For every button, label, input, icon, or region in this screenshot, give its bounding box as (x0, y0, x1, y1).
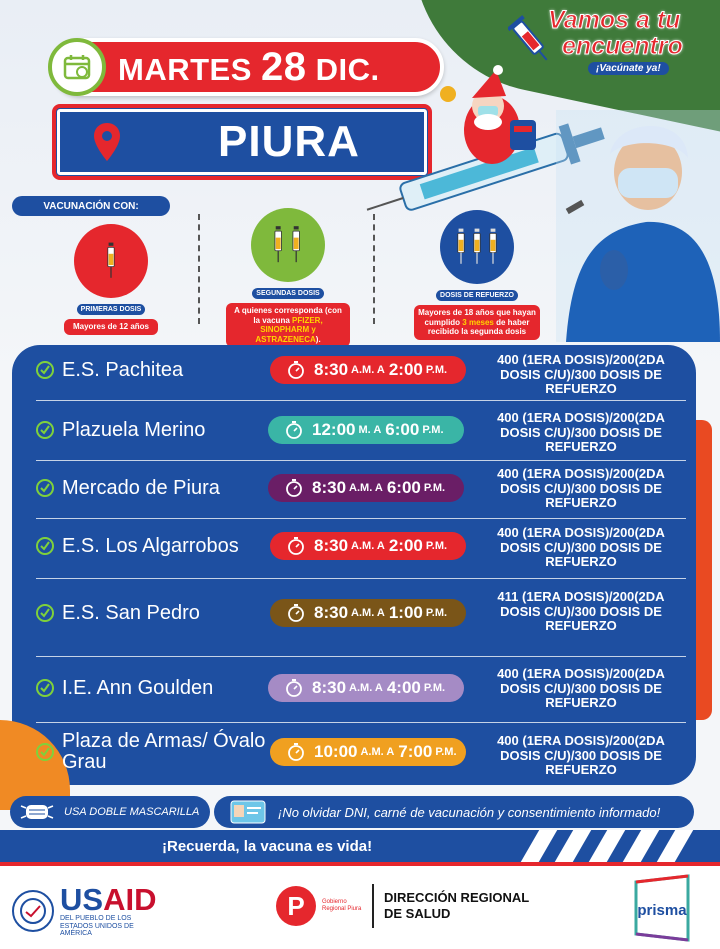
location-name: E.S. Los Algarrobos (62, 534, 239, 557)
gobierno-regional-logo (276, 884, 529, 928)
id-card-icon (230, 800, 266, 824)
time-range-pill (270, 738, 466, 766)
end-suffix: P.M. (423, 482, 446, 494)
dni-text: ¡No olvidar DNI, carné de vacunación y consentimiento informado! (278, 804, 661, 820)
dre-line-1: DIRECCIÓN REGIONAL (384, 890, 530, 906)
start-time: 8:30 (312, 478, 347, 497)
check-icon (36, 537, 54, 555)
dose-desc-text: de haber recibido la segunda dosis (427, 317, 530, 337)
dose-description: Mayores de 12 años (64, 319, 158, 335)
brand-line-2: encuentro (562, 32, 683, 60)
row-separator (36, 400, 686, 401)
row-separator (36, 656, 686, 657)
dose-capacity: 400 (1ERA DOSIS)/200(2DA DOSIS C/U)/300 DOSIS DE REFUERZO (497, 666, 665, 711)
start-time: 10:00 (314, 742, 358, 761)
time-range-pill (270, 356, 466, 384)
start-time: 8:30 (314, 536, 349, 555)
stopwatch-icon (286, 536, 306, 556)
calendar-icon (48, 38, 106, 96)
end-time: 2:00 (388, 536, 423, 555)
start-time: 12:00 (312, 420, 356, 439)
end-time: 7:00 (398, 742, 433, 761)
check-icon (36, 743, 54, 761)
mask-text: USA DOBLE MASCARILLA (64, 806, 200, 818)
city-name: PIURA (218, 117, 360, 166)
start-suffix: A.M. A (351, 607, 385, 619)
stripe-decoration (520, 830, 720, 862)
dose-capacity: 400 (1ERA DOSIS)/200(2DA DOSIS C/U)/300 DOSIS DE REFUERZO (497, 733, 665, 778)
brand-subtitle: ¡Vacúnate ya! (588, 62, 669, 75)
dose-label: PRIMERAS DOSIS (77, 304, 146, 315)
stopwatch-icon (284, 678, 304, 698)
start-time: 8:30 (314, 603, 349, 622)
prisma-name: prisma (637, 902, 687, 919)
end-time: 2:00 (388, 360, 423, 379)
check-icon (36, 479, 54, 497)
start-time: 8:30 (312, 678, 347, 697)
dose-desc-highlight: 3 meses (462, 317, 494, 327)
location-name: Plaza de Armas/ Óvalo Grau (62, 730, 266, 773)
location-name: I.E. Ann Goulden (62, 676, 214, 699)
end-suffix: P.M. (435, 746, 457, 758)
dashed-divider (373, 214, 375, 324)
dose-label: SEGUNDAS DOSIS (252, 288, 323, 299)
dose-desc-text: Mayores de 18 años que hayan cumplido (418, 308, 536, 327)
syringe-icon (74, 224, 148, 298)
dre-line-2: DE SALUD (384, 906, 451, 921)
mask-reminder (10, 796, 210, 828)
usaid-seal-icon (12, 890, 54, 932)
row-separator (36, 518, 686, 519)
end-time: 6:00 (386, 478, 421, 497)
usaid-aid: AID (103, 882, 157, 917)
time-range-pill (268, 474, 464, 502)
time-range-pill (268, 416, 464, 444)
syringe-logo-icon (508, 10, 552, 70)
row-separator (36, 722, 686, 723)
usaid-subtitle: DEL PUEBLO DE LOS ESTADOS UNIDOS DE AMÉRICA (60, 915, 134, 938)
location-pin-icon (92, 122, 122, 162)
end-time: 1:00 (388, 603, 423, 622)
stopwatch-icon (284, 478, 304, 498)
end-suffix: P.M. (425, 364, 448, 376)
dose-first (64, 224, 158, 335)
gore-mark: P (276, 886, 316, 926)
location-name: Mercado de Piura (62, 476, 220, 499)
stopwatch-icon (286, 360, 306, 380)
dose-capacity: 411 (1ERA DOSIS)/200(2DA DOSIS C/U)/300 DOSIS DE REFUERZO (497, 589, 665, 634)
dose-description (414, 305, 540, 340)
start-suffix: A.M. A (349, 482, 383, 494)
sponsor-logos (0, 866, 720, 949)
start-suffix: A.M. A (360, 746, 395, 758)
vaccination-title: VACUNACIÓN CON: (12, 196, 170, 216)
time-range-pill (270, 532, 466, 560)
dose-label: DOSIS DE REFUERZO (436, 290, 518, 301)
slogan-text: ¡Recuerda, la vacuna es vida! (162, 837, 373, 855)
location-name: E.S. Pachitea (62, 358, 184, 381)
location-name: Plazuela Merino (62, 418, 206, 441)
usaid-us: US (60, 882, 104, 917)
brand-line-1: Vamos a tu (548, 6, 681, 34)
row-separator (36, 460, 686, 461)
start-time: 8:30 (314, 360, 349, 379)
stopwatch-icon (286, 603, 306, 623)
two-syringes-icon (251, 208, 325, 282)
date-text (118, 45, 380, 90)
date-month: DIC. (315, 51, 380, 87)
start-suffix: A.M. A (351, 364, 385, 376)
start-suffix: M. A (358, 424, 382, 436)
dose-capacity: 400 (1ERA DOSIS)/200(2DA DOSIS C/U)/300 DOSIS DE REFUERZO (497, 525, 665, 570)
dashed-divider (198, 214, 200, 324)
prisma-logo (630, 872, 694, 944)
dni-reminder (214, 796, 694, 828)
end-suffix: P.M. (425, 607, 448, 619)
dose-booster (414, 210, 540, 340)
dose-desc-text: ). (315, 334, 321, 344)
end-time: 4:00 (386, 678, 421, 697)
end-suffix: P.M. (423, 682, 446, 694)
dre-name (384, 890, 529, 921)
end-suffix: P.M. (425, 540, 448, 552)
nurse-photo (556, 110, 720, 342)
three-syringes-icon (440, 210, 514, 284)
end-time: 6:00 (385, 420, 420, 439)
check-icon (36, 679, 54, 697)
stopwatch-icon (286, 742, 306, 762)
check-icon (36, 604, 54, 622)
dose-capacity: 400 (1ERA DOSIS)/200(2DA DOSIS C/U)/300 DOSIS DE REFUERZO (497, 352, 665, 397)
usaid-name (60, 884, 160, 915)
end-suffix: P.M. (422, 424, 444, 436)
check-icon (36, 361, 54, 379)
dose-desc-text: A quienes corresponda (con la vacuna (234, 306, 342, 325)
face-mask-icon (20, 801, 54, 823)
time-range-pill (270, 599, 466, 627)
dose-capacity: 400 (1ERA DOSIS)/200(2DA DOSIS C/U)/300 DOSIS DE REFUERZO (497, 466, 665, 511)
dose-desc-highlight: PFIZER, SINOPHARM y ASTRAZENECA (255, 315, 323, 344)
date-weekday: MARTES (118, 51, 252, 87)
start-suffix: A.M. A (351, 540, 385, 552)
location-name: E.S. San Pedro (62, 601, 200, 624)
usaid-logo (12, 884, 160, 938)
logo-divider (372, 884, 374, 928)
dose-second (226, 208, 350, 347)
check-icon (36, 421, 54, 439)
stopwatch-icon (284, 420, 304, 440)
gore-subtitle: Gobierno Regional Piura (322, 899, 362, 912)
row-separator (36, 578, 686, 579)
dose-capacity: 400 (1ERA DOSIS)/200(2DA DOSIS C/U)/300 DOSIS DE REFUERZO (497, 410, 665, 455)
time-range-pill (268, 674, 464, 702)
date-day: 28 (261, 44, 307, 89)
dose-description (226, 303, 350, 347)
start-suffix: A.M. A (349, 682, 383, 694)
